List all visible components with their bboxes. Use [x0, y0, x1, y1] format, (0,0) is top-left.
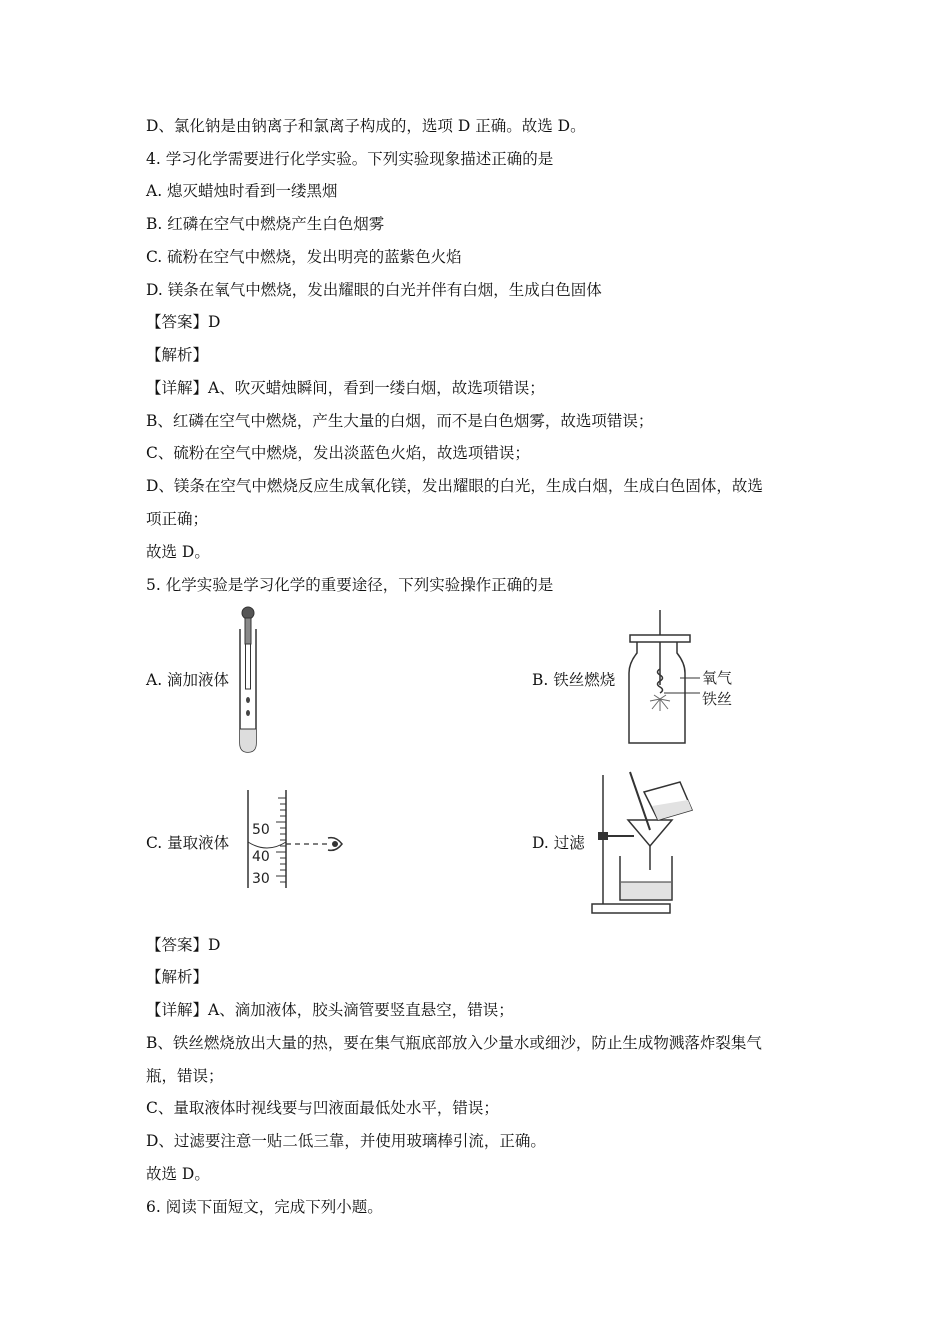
q5-explanation: B、铁丝燃烧放出大量的热，要在集气瓶底部放入少量水或细沙，防止生成物溅落炸裂集气 — [146, 1034, 762, 1052]
q4-explanation: D、镁条在空气中燃烧反应生成氧化镁，发出耀眼的白光，生成白烟，生成白色固体，故选 — [146, 477, 763, 495]
q5-analysis-heading: 【解析】 — [146, 968, 209, 986]
q4-option-b: B. 红磷在空气中燃烧产生白色烟雾 — [146, 215, 385, 233]
q4-explanation: B、红磷在空气中燃烧，产生大量的白烟，而不是白色烟雾，故选项错误； — [146, 412, 654, 430]
q4-explanation: 项正确； — [146, 510, 209, 528]
text-line: D、氯化钠是由钠离子和氯离子构成的，选项 D 正确。故选 D。 — [146, 117, 586, 135]
iron-wire-combustion-figure — [620, 605, 750, 750]
oxygen-label: 氧气 — [702, 669, 733, 687]
q5-option-c-label: C. 量取液体 — [146, 834, 230, 852]
q5-option-d-label: D. 过滤 — [532, 834, 585, 852]
q4-answer: 【答案】D — [146, 313, 221, 331]
q5-explanation: 【详解】A、滴加液体，胶头滴管要竖直悬空，错误； — [146, 1001, 514, 1019]
q5-explanation: C、量取液体时视线要与凹液面最低处水平，错误； — [146, 1099, 499, 1117]
q4-explanation: 【详解】A、吹灭蜡烛瞬间，看到一缕白烟，故选项错误； — [146, 379, 545, 397]
q4-analysis-heading: 【解析】 — [146, 346, 209, 364]
q5-option-b-label: B. 铁丝燃烧 — [532, 671, 616, 689]
q5-answer: 【答案】D — [146, 936, 221, 954]
question-6: 6. 阅读下面短文，完成下列小题。 — [146, 1198, 383, 1216]
q4-option-c: C. 硫粉在空气中燃烧，发出明亮的蓝紫色火焰 — [146, 248, 462, 266]
question-4: 4. 学习化学需要进行化学实验。下列实验现象描述正确的是 — [146, 150, 554, 168]
graduated-cylinder-reading-figure — [244, 788, 350, 892]
tick-label-30: 30 — [252, 871, 270, 887]
q5-conclusion: 故选 D。 — [146, 1165, 210, 1183]
q4-conclusion: 故选 D。 — [146, 543, 210, 561]
question-5: 5. 化学实验是学习化学的重要途径，下列实验操作正确的是 — [146, 576, 554, 594]
q4-option-d: D. 镁条在氧气中燃烧，发出耀眼的白光并伴有白烟，生成白色固体 — [146, 281, 602, 299]
iron-wire-label: 铁丝 — [702, 690, 733, 708]
q5-explanation: D、过滤要注意一贴二低三靠，并使用玻璃棒引流，正确。 — [146, 1132, 546, 1150]
q5-explanation: 瓶，错误； — [146, 1067, 224, 1085]
filtration-figure — [588, 770, 703, 918]
tick-label-40: 40 — [252, 849, 270, 865]
dropper-test-tube-figure — [232, 605, 268, 755]
q4-explanation: C、硫粉在空气中燃烧，发出淡蓝色火焰，故选项错误； — [146, 444, 530, 462]
q5-option-a-label: A. 滴加液体 — [146, 671, 230, 689]
tick-label-50: 50 — [252, 822, 270, 838]
q4-option-a: A. 熄灭蜡烛时看到一缕黑烟 — [146, 182, 338, 200]
